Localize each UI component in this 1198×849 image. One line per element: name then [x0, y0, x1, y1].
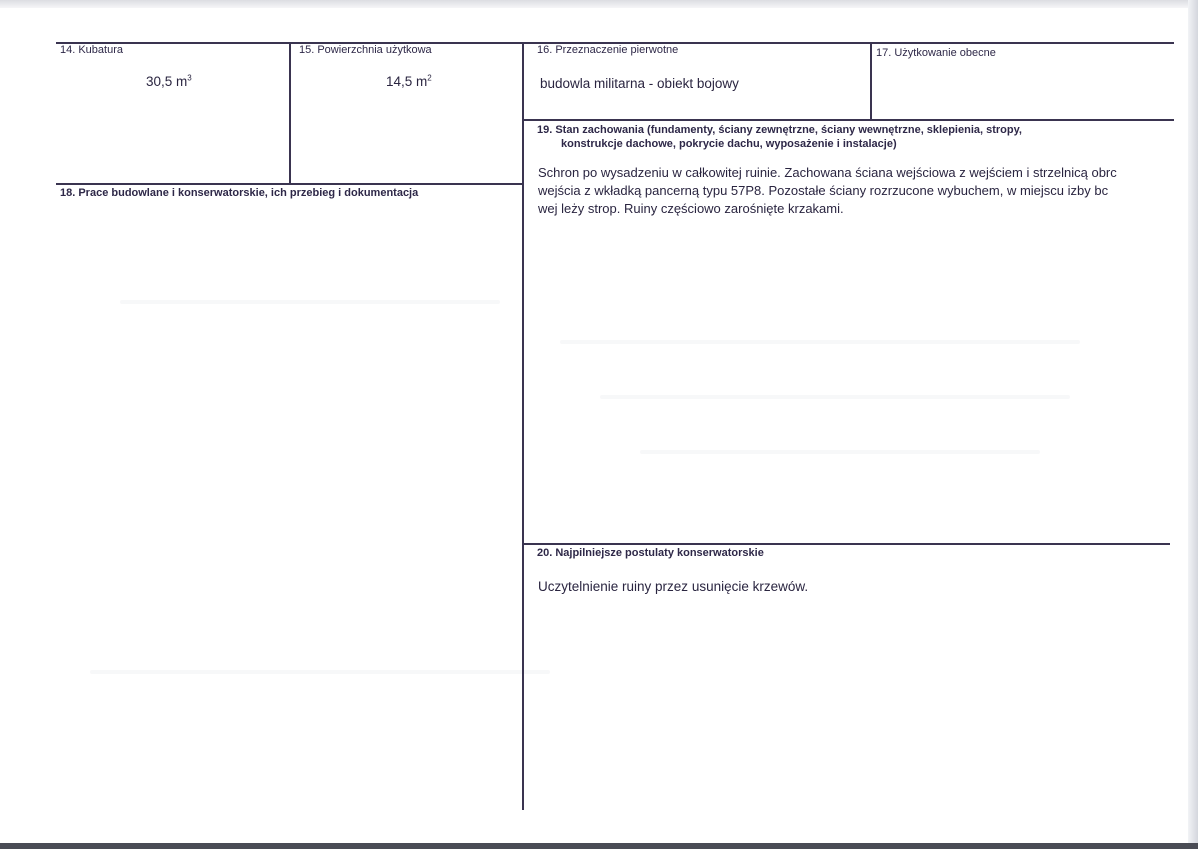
field-15-value [386, 73, 432, 90]
field-20-label: 20. Najpilniejsze postulaty konserwatorskie [537, 547, 764, 559]
field-17-label: 17. Użytkowanie obecne [876, 47, 996, 59]
divider-left-right [522, 42, 524, 810]
field-16-label: 16. Przeznaczenie pierwotne [537, 44, 679, 56]
field-19-text-line: wejścia z wkładką pancerną typu 57P8. Pozostałe ściany rozrzucone wybuchem, w miejscu izby bc [538, 183, 1109, 198]
field-19-text-line: wej leży strop. Ruiny częściowo zarośnięte krzakami. [538, 201, 844, 216]
field-16-value: budowla militarna - obiekt bojowy [540, 76, 739, 91]
divider-14-15 [289, 42, 291, 184]
field-19-label-continued: konstrukcje dachowe, pokrycie dachu, wyposażenie i instalacje) [561, 138, 897, 150]
show-through-mark [600, 395, 1070, 399]
divider-16-17 [870, 42, 872, 120]
field-14-value [146, 73, 192, 90]
show-through-mark [640, 450, 1040, 454]
scan-edge-right [1188, 0, 1198, 849]
scan-edge-top [0, 0, 1198, 8]
field-15-unit-sup: 2 [427, 73, 432, 83]
show-through-mark [560, 340, 1080, 344]
rule-above-20 [522, 543, 1170, 545]
field-15-number: 14,5 m [386, 74, 428, 89]
field-14-number: 30,5 m [146, 74, 188, 89]
scan-edge-bottom [0, 843, 1198, 849]
field-18-label: 18. Prace budowlane i konserwatorskie, ich przebieg i dokumentacja [60, 187, 419, 199]
field-15-label: 15. Powierzchnia użytkowa [299, 44, 432, 56]
field-19-label: 19. Stan zachowania (fundamenty, ściany zewnętrzne, ściany wewnętrzne, sklepienia, stropy, [537, 124, 1022, 136]
field-14-label: 14. Kubatura [60, 44, 123, 56]
rule-above-18 [56, 183, 524, 185]
field-19-text-line: Schron po wysadzeniu w całkowitej ruinie. Zachowana ściana wejściowa z wejściem i strzelnicą obrc [538, 165, 1117, 180]
field-14-unit-sup: 3 [187, 73, 192, 83]
field-20-value: Uczytelnienie ruiny przez usunięcie krzewów. [538, 579, 809, 594]
rule-above-19 [522, 119, 1174, 121]
show-through-mark [120, 300, 500, 304]
field-19-text [538, 164, 1117, 218]
show-through-mark [90, 670, 550, 674]
